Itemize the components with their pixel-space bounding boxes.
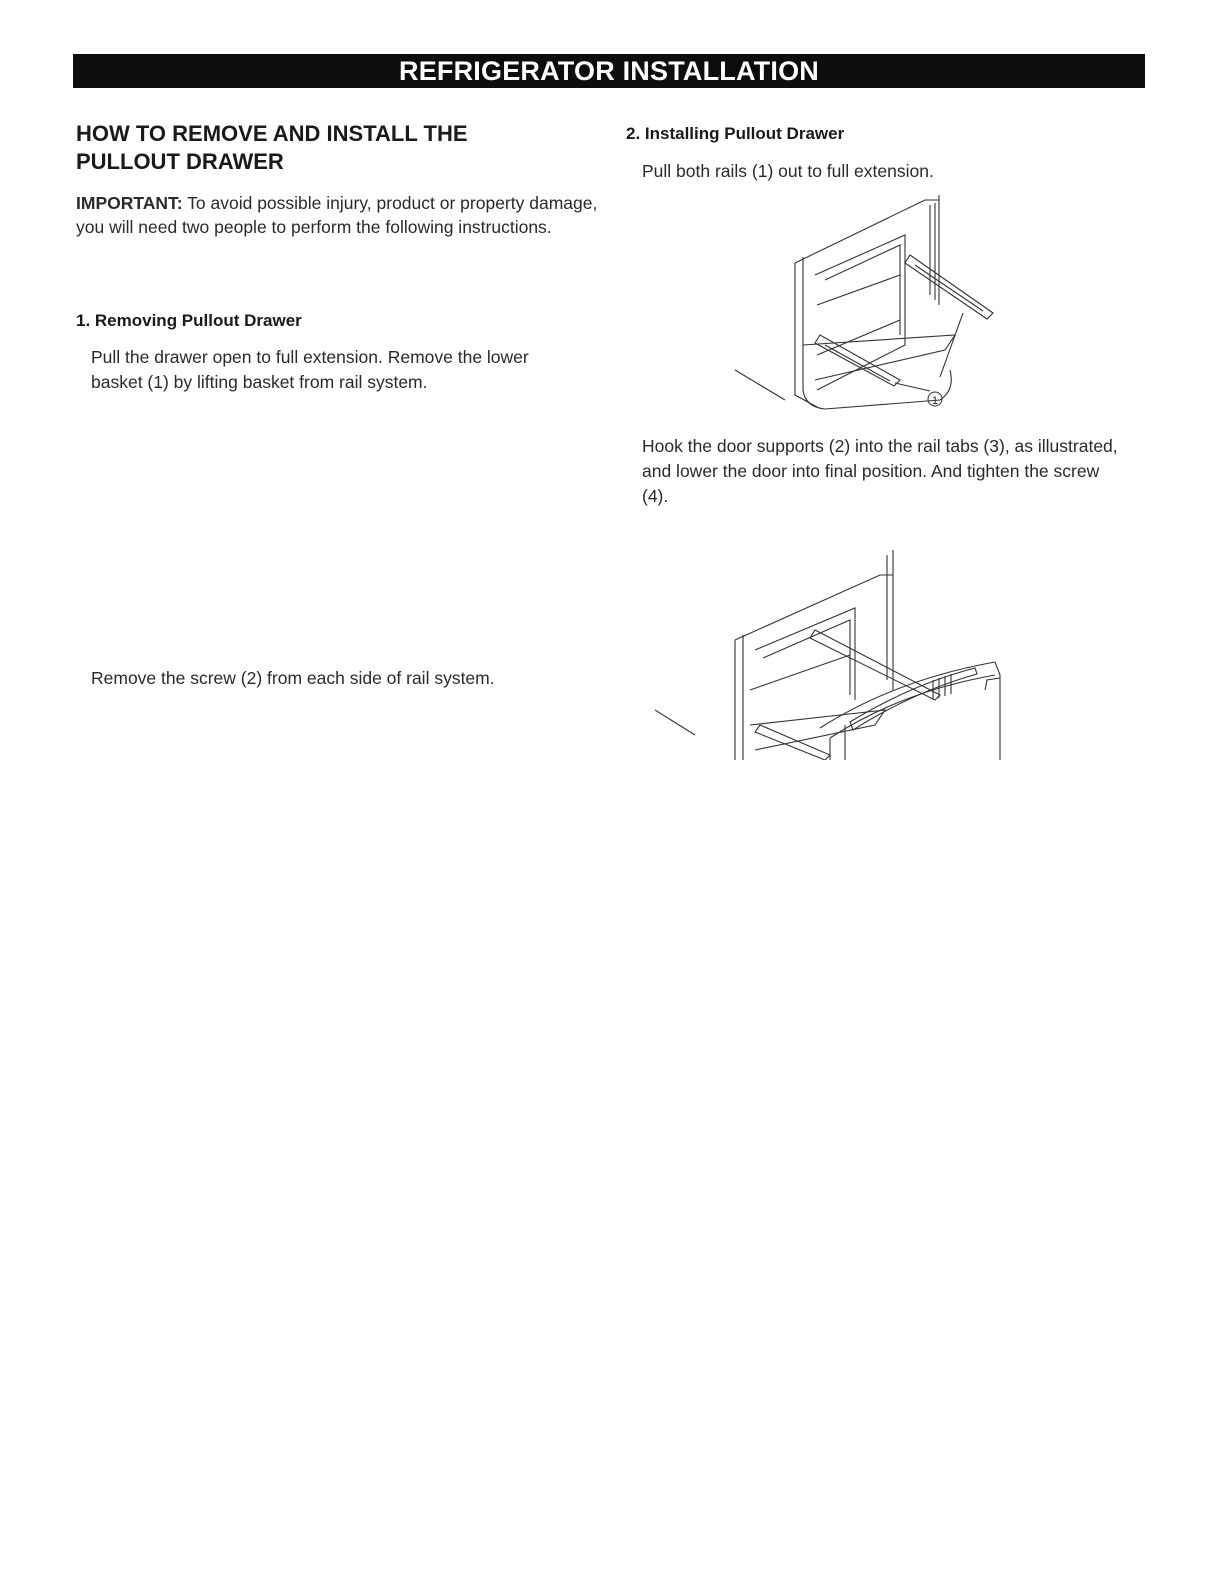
door-installation-illustration bbox=[655, 550, 1015, 760]
step1-text1: Pull the drawer open to full extension. Remove the lower basket (1) by lifting basket from rail system. bbox=[91, 347, 529, 392]
callout-1-label: 1 bbox=[931, 395, 939, 407]
step1-text2: Remove the screw (2) from each side of rail system. bbox=[91, 668, 495, 688]
section-title: HOW TO REMOVE AND INSTALL THE PULLOUT DRAWER bbox=[76, 121, 468, 174]
step1-title: 1. Removing Pullout Drawer bbox=[76, 311, 302, 330]
important-text: To avoid possible injury, product or property damage, you will need two people to perform the following instructions. bbox=[76, 193, 598, 237]
page-banner: REFRIGERATOR INSTALLATION bbox=[73, 54, 1145, 88]
step2-text2: Hook the door supports (2) into the rail tabs (3), as illustrated, and lower the door into final position. And tighten the screw (4). bbox=[642, 436, 1118, 506]
important-notice bbox=[76, 191, 606, 239]
important-label: IMPORTANT: bbox=[76, 193, 183, 213]
step2-text1: Pull both rails (1) out to full extension. bbox=[642, 161, 934, 181]
step2-title: 2. Installing Pullout Drawer bbox=[626, 124, 845, 143]
rails-extended-illustration bbox=[725, 195, 1025, 420]
